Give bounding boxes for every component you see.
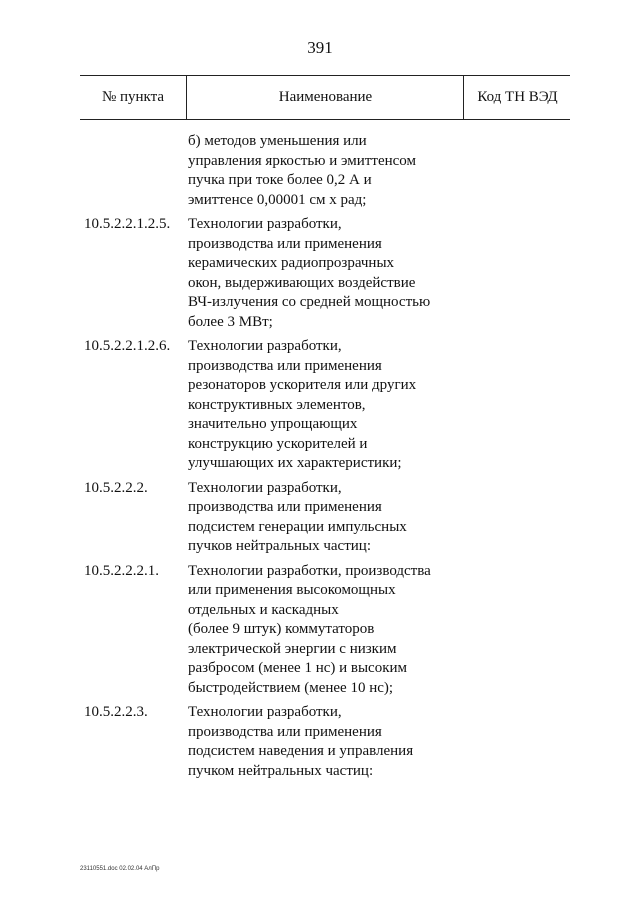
entry-text (188, 703, 488, 781)
entry-text-line: или применения высокомощных (188, 582, 396, 598)
entries-list (0, 132, 640, 786)
entry-number: 10.5.2.2.1.2.6. (84, 338, 171, 354)
entry-text-line: более 3 МВт; (188, 313, 273, 330)
entry-number: 10.5.2.2.2.1. (84, 562, 159, 579)
entry-text-line: отдельных и каскадных (188, 601, 339, 618)
entry-text-line: производства или применения (188, 723, 382, 740)
entry-text-line: резонаторов ускорителя или других (188, 377, 417, 393)
entry-text-line: электрической энергии с низким (188, 640, 397, 657)
entry-text-line: Технологии разработки, (188, 216, 342, 232)
entry-text-line: Технологии разработки, (188, 338, 342, 354)
entry-row (0, 215, 640, 332)
entry-text-line: Технологии разработки, (188, 479, 342, 496)
entry-number: 10.5.2.2.1.2.5. (84, 216, 171, 232)
page-number: 391 (307, 38, 333, 57)
entry-text-line: пучка при токе более 0,2 А и (188, 172, 372, 188)
entry-text-line: б) методов уменьшения или (188, 133, 367, 149)
entry-text-line: конструктивных элементов, (188, 396, 366, 413)
header-col-name: Наименование (186, 76, 464, 119)
entry-text (188, 479, 488, 557)
entry-text-line: производства или применения (188, 499, 382, 515)
entry-text-line: Технологии разработки, производства (188, 562, 431, 579)
entry-text-line: (более 9 штук) коммутаторов (188, 621, 375, 637)
entry-text-line: пучком нейтральных частиц: (188, 762, 374, 779)
entry-number: 10.5.2.2.3. (84, 704, 148, 720)
entry-text-line: Технологии разработки, (188, 704, 342, 720)
entry-text-line: значительно упрощающих (188, 416, 358, 432)
header-col-code: Код ТН ВЭД (463, 76, 571, 119)
entry-text-line: управления яркостью и эмиттенсом (188, 152, 416, 169)
entry-row (0, 479, 640, 557)
header-col-number: № пункта (101, 89, 165, 105)
entry-text (188, 337, 488, 474)
entry-text-line: эмиттенсе 0,00001 см х рад; (188, 191, 367, 208)
entry-row (0, 703, 640, 781)
entry-text-line: керамических радиопрозрачных (188, 255, 395, 271)
footer-doc-id: 23110551.doc 02.02.04 АлПр (80, 866, 160, 872)
entry-row (0, 562, 640, 699)
entry-text (188, 215, 488, 332)
entry-text (188, 562, 488, 699)
entry-text-line: производства или применения (188, 235, 382, 252)
entry-text-line: разбросом (менее 1 нс) и высоким (188, 660, 408, 676)
entry-text-line: окон, выдерживающих воздействие (188, 274, 416, 291)
entry-number: 10.5.2.2.2. (84, 479, 148, 496)
entry-row (0, 337, 640, 474)
entry-text-line: быстродействием (менее 10 нс); (188, 679, 394, 696)
entry-text-line: подсистем генерации импульсных (188, 518, 407, 535)
entry-row (0, 132, 640, 210)
entry-text-line: подсистем наведения и управления (188, 743, 414, 759)
entry-text-line: конструкцию ускорителей и (188, 435, 368, 452)
entry-text-line: улучшающих их характеристики; (188, 455, 402, 471)
entry-text-line: производства или применения (188, 357, 382, 374)
table-header (80, 75, 570, 120)
entry-text-line: ВЧ-излучения со средней мощностью (188, 294, 431, 310)
entry-text-line: пучков нейтральных частиц: (188, 538, 371, 554)
entry-text (188, 132, 488, 210)
